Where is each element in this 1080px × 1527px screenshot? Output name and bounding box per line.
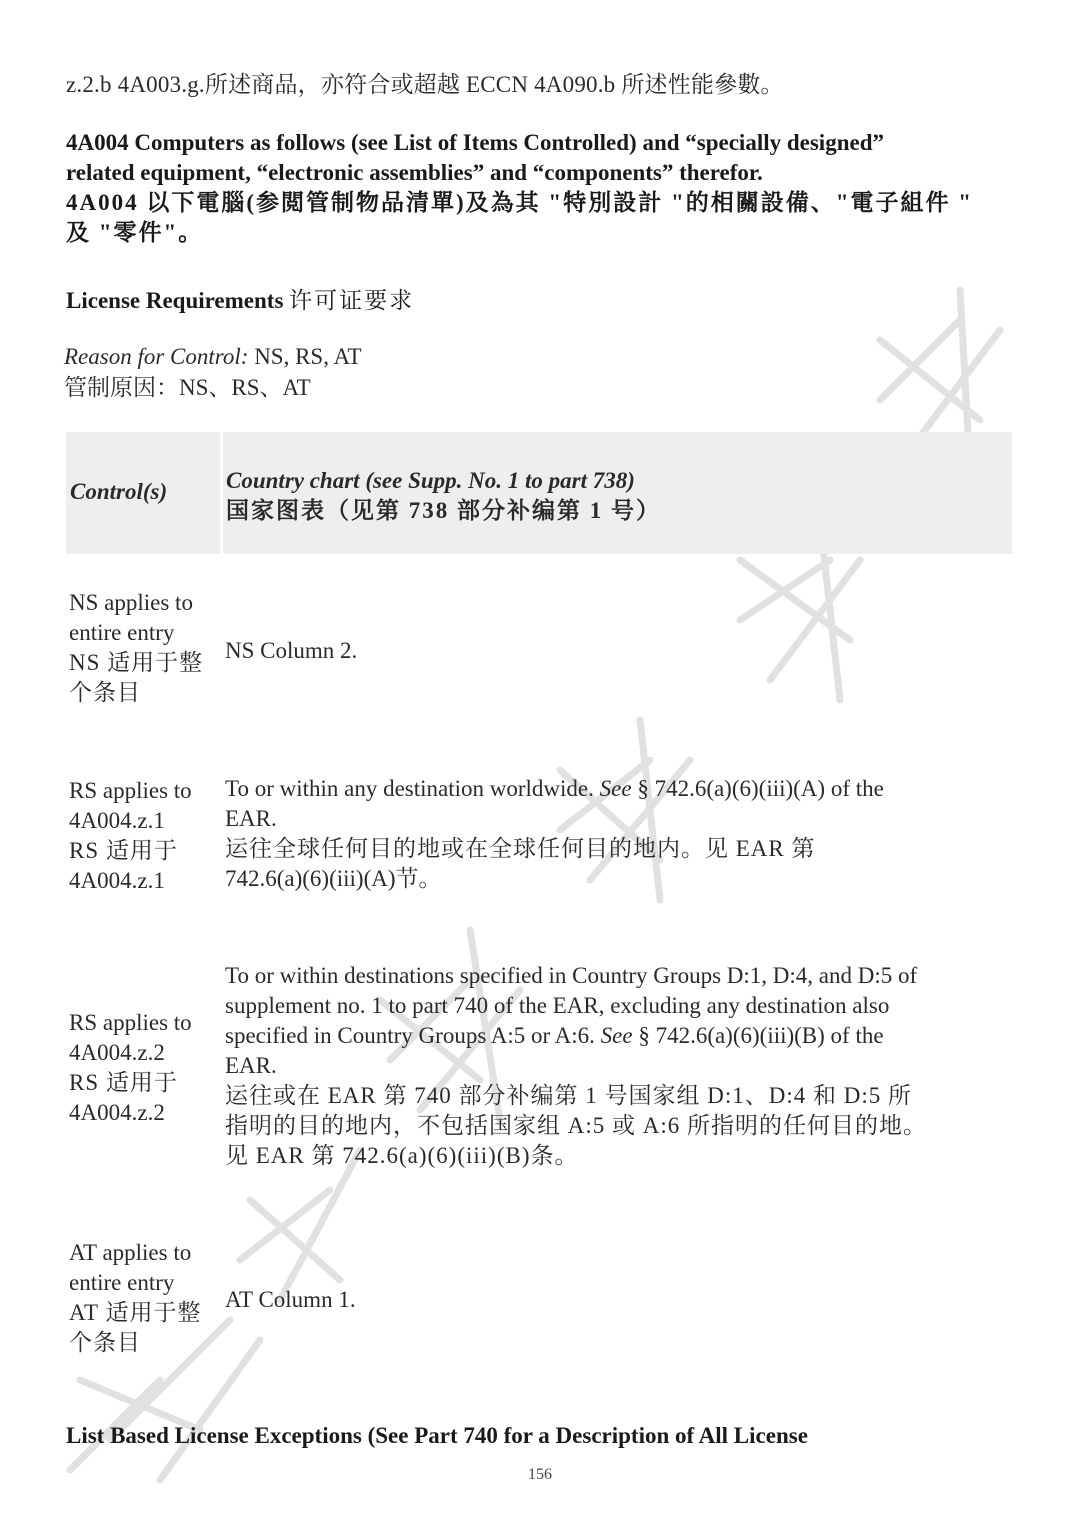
table-row-desc-rs-z2: To or within destinations specified in Country Groups D:1, D:4, and D:5 of supplement no. 1 to part 740 of the EAR, excluding any destination also specified in Country Groups A:5 or A:6. See § 742.6(a)(6)(iii)(B) of the EAR. 运往或在 EAR 第 740 部分补编第 1 号国家组 D:1、D:4 和 D:5 所 指明的目的地内，不包括国家组 A:5 或 A:6 所指明的任何目的地。 见 EAR 第 742.6(a)(6)(iii)(B)条。 [225, 963, 927, 1168]
table-row-control-ns: NS applies to entire entry NS 适用于整 个条目 [69, 590, 204, 705]
license-requirements-heading [66, 282, 414, 315]
header-country-zh: 国家图表（见第 738 部分补编第 1 号） [226, 498, 661, 523]
top-line: z.2.b 4A003.g.所述商品，亦符合或超越 ECCN 4A090.b 所述性能參數。 [66, 72, 784, 97]
page-number: 156 [528, 1466, 552, 1483]
heading-line-1: 4A004 Computers as follows (see List of Items Controlled) and “specially designed” [66, 130, 884, 155]
section-heading [66, 128, 973, 248]
header-country-en: Country chart (see Supp. No. 1 to part 738) [226, 468, 635, 493]
license-requirements-label: License Requirements [66, 288, 284, 313]
heading-line-4: 及 "零件"。 [66, 220, 204, 245]
table-row-desc-ns: NS Column 2. [225, 638, 358, 663]
reason-label: Reason for Control: [64, 344, 249, 369]
table-header [66, 432, 1012, 554]
reason-zh: 管制原因：NS、RS、AT [64, 375, 311, 400]
table-row-control-rs-z2: RS applies to 4A004.z.2 RS 适用于 4A004.z.2 [69, 1010, 192, 1125]
heading-line-2: related equipment, “electronic assemblies” and “components” therefor. [66, 160, 763, 185]
header-control: Control(s) [70, 479, 168, 504]
table-row-control-at: AT applies to entire entry AT 适用于整 个条目 [69, 1240, 202, 1355]
heading-line-3: 4A004 以下電腦(参閲管制物品清單)及為其 "特別設計 "的相關設備、"電子組件 " [66, 190, 974, 215]
reason-value: NS, RS, AT [254, 344, 362, 369]
reason-for-control [64, 341, 362, 403]
table-row-control-rs-z1: RS applies to 4A004.z.1 RS 适用于 4A004.z.1 [69, 778, 192, 893]
header-divider [220, 432, 223, 554]
table-row-desc-rs-z1: To or within any destination worldwide. See § 742.6(a)(6)(iii)(A) of the EAR. 运往全球任何目的地或在全球任何目的地内。见 EAR 第 742.6(a)(6)(iii)(A)节。 [225, 776, 884, 891]
table-row-desc-at: AT Column 1. [225, 1287, 356, 1312]
license-requirements-label-zh: 许可证要求 [289, 288, 415, 313]
list-based-exceptions-heading: List Based License Exceptions (See Part 740 for a Description of All License [66, 1423, 808, 1448]
header-country-chart [226, 466, 661, 526]
